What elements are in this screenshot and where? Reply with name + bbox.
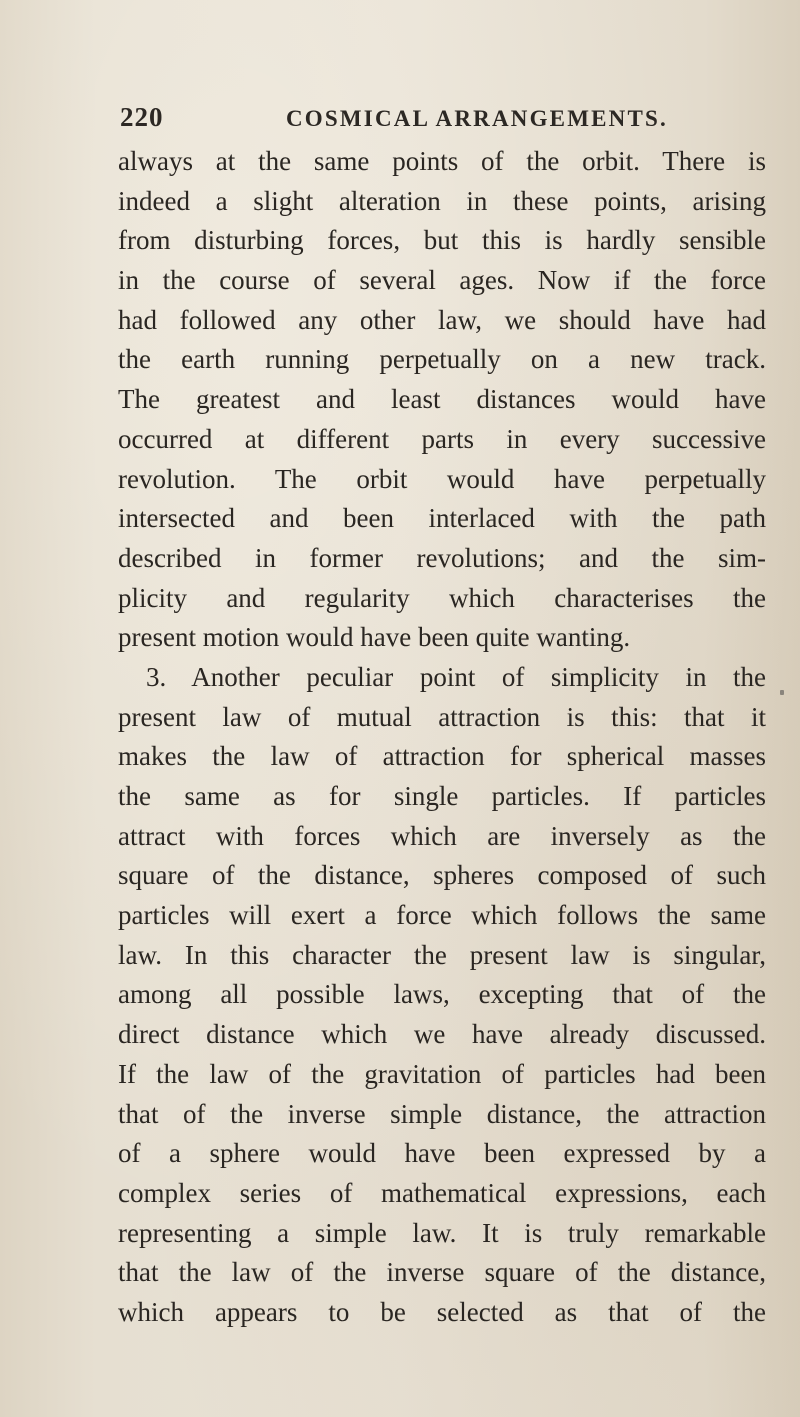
text-line: direct distance which we have already discussed. xyxy=(118,1019,766,1050)
text-line: law. In this character the present law is singular, xyxy=(118,939,766,970)
text-line: the earth running perpetually on a new track. xyxy=(118,344,766,375)
text-line: in the course of several ages. Now if the force xyxy=(118,265,766,296)
text-line: had followed any other law, we should have had xyxy=(118,304,766,335)
text-line: revolution. The orbit would have perpetually xyxy=(118,463,766,494)
text-line: that of the inverse simple distance, the attraction xyxy=(118,1098,766,1129)
text-line: present law of mutual attraction is this: that it xyxy=(118,701,766,732)
text-line: attract with forces which are inversely as the xyxy=(118,820,766,851)
paper-speck xyxy=(780,690,784,695)
text-line: which appears to be selected as that of the xyxy=(118,1296,766,1327)
running-head xyxy=(120,102,760,142)
text-line: intersected and been interlaced with the path xyxy=(118,503,766,534)
body-text xyxy=(118,142,766,1333)
text-line: always at the same points of the orbit. There is xyxy=(118,146,766,176)
text-line: The greatest and least distances would have xyxy=(118,384,766,415)
paragraph-start-line: 3. Another peculiar point of simplicity in the xyxy=(146,661,766,692)
text-line: of a sphere would have been expressed by a xyxy=(118,1138,766,1169)
text-line: the same as for single particles. If particles xyxy=(118,781,766,811)
text-line: described in former revolutions; and the sim- xyxy=(118,542,766,573)
text-line: indeed a slight alteration in these points, arising xyxy=(118,185,766,216)
running-title: COSMICAL ARRANGEMENTS. xyxy=(286,106,668,131)
text-line: representing a simple law. It is truly remarkable xyxy=(118,1217,766,1248)
text-line: If the law of the gravitation of particles had been xyxy=(118,1058,766,1089)
page-number: 220 xyxy=(120,102,164,132)
text-line: particles will exert a force which follows the same xyxy=(118,900,766,931)
text-line: makes the law of attraction for spherical masses xyxy=(118,741,766,772)
text-line: among all possible laws, excepting that of the xyxy=(118,979,766,1010)
text-line: plicity and regularity which characterises the xyxy=(118,582,766,613)
text-line: occurred at different parts in every successive xyxy=(118,423,766,454)
text-line: from disturbing forces, but this is hardly sensible xyxy=(118,225,766,256)
text-line: square of the distance, spheres composed of such xyxy=(118,860,766,891)
text-line: that the law of the inverse square of the distance, xyxy=(118,1257,766,1288)
text-line: present motion would have been quite wanting. xyxy=(118,622,631,653)
text-line: complex series of mathematical expressions, each xyxy=(118,1177,766,1208)
